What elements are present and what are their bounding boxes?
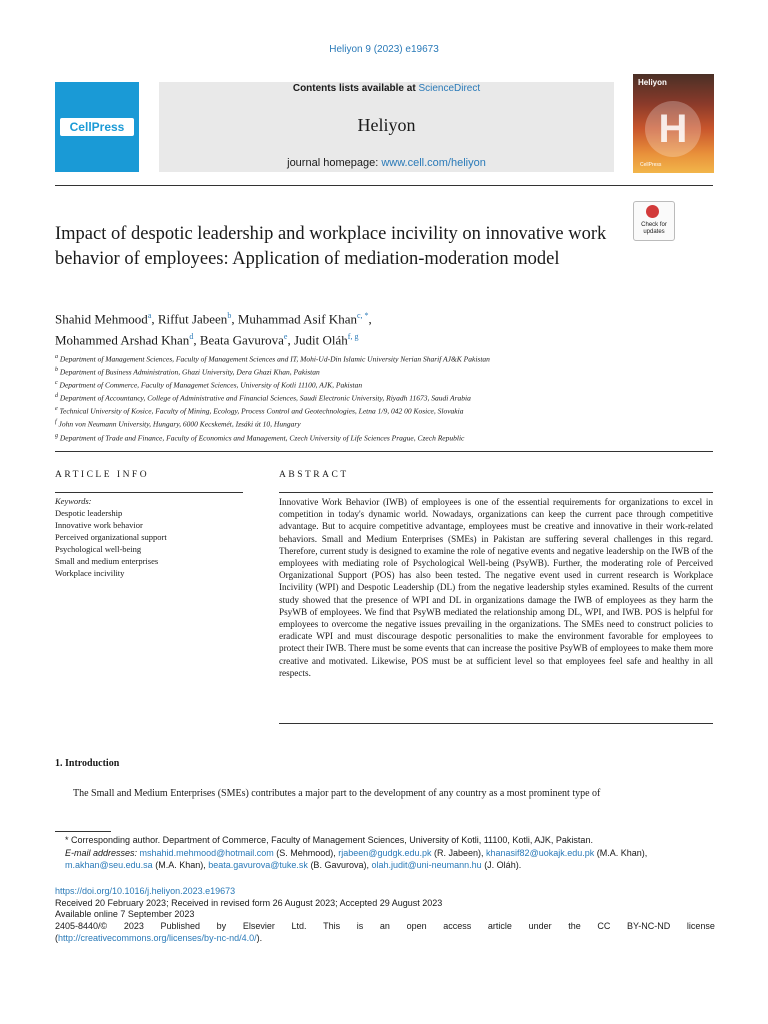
license-word: is: [356, 921, 364, 932]
author-name[interactable]: Judit Oláh: [293, 332, 348, 348]
author-name[interactable]: Shahid Mehmood: [55, 311, 148, 327]
cellpress-logo[interactable]: CellPress: [60, 118, 134, 136]
license-word: an: [379, 921, 390, 932]
keywords-label: Keywords:: [55, 496, 92, 506]
affiliation-text: Department of Trade and Finance, Faculty of Economics and Management, Czech University of Life Sciences Prague, Czech Republic: [59, 433, 465, 443]
affiliation-marker: b: [55, 367, 58, 374]
license-word: open: [406, 921, 427, 932]
corresponding-text: Corresponding author. Department of Commerce, Faculty of Management Sciences, University of Kotli, 11100, Kotli, AJK, Pakistan.: [71, 835, 593, 845]
license-word: 2023: [123, 921, 144, 932]
author-affiliation-marker[interactable]: a: [147, 311, 152, 320]
footnote-marker: *: [65, 835, 69, 845]
journal-name: Heliyon: [357, 115, 416, 135]
author-affiliation-marker[interactable]: c, *: [356, 311, 369, 320]
available-online: Available online 7 September 2023: [55, 909, 195, 920]
cover-title: Heliyon: [638, 78, 667, 87]
keyword-item: Workplace incivility: [55, 568, 125, 578]
affiliation-marker: g: [55, 432, 58, 439]
license-word: BY-NC-ND: [627, 921, 671, 932]
check-for-updates-label: [633, 222, 675, 236]
author-list: [55, 307, 615, 350]
affiliation-marker: e: [55, 406, 58, 413]
email-link[interactable]: khanasif82@uokajk.edu.pk: [486, 847, 595, 858]
keyword-list: [55, 507, 167, 579]
license-word: access: [443, 921, 472, 932]
license-word: This: [323, 921, 341, 932]
affiliation-marker: d: [55, 393, 58, 400]
license-word: license: [686, 921, 715, 932]
license-word: under: [528, 921, 552, 932]
license-url-line: [55, 933, 715, 945]
check-line-2: updates: [643, 229, 665, 235]
author-affiliation-marker[interactable]: b: [227, 311, 232, 320]
email-link[interactable]: beata.gavurova@tuke.sk: [208, 860, 308, 870]
author-separator: ,: [368, 311, 372, 327]
footnote-divider: [55, 831, 111, 832]
sciencedirect-link[interactable]: ScienceDirect: [418, 83, 481, 94]
homepage-line: [159, 157, 614, 169]
author-name[interactable]: Beata Gavurova: [199, 332, 284, 348]
email-link[interactable]: mshahid.mehmood@hotmail.com: [139, 847, 274, 858]
article-info-divider: [55, 492, 243, 493]
abstract-heading: ABSTRACT: [279, 470, 349, 480]
history-dates: Received 20 February 2023; Received in revised form 26 August 2023; Accepted 29 August 2023: [55, 897, 443, 908]
license-line: [55, 921, 715, 933]
doi-link[interactable]: https://doi.org/10.1016/j.heliyon.2023.e19673: [55, 886, 236, 896]
author-separator: ,: [193, 332, 200, 348]
author-name[interactable]: Mohammed Arshad Khan: [55, 332, 190, 348]
author-name[interactable]: Muhammad Asif Khan: [237, 311, 357, 327]
homepage-link[interactable]: www.cell.com/heliyon: [381, 157, 486, 169]
affiliation-divider: [55, 451, 713, 452]
article-title: Impact of despotic leadership and workplace incivility on innovative work behavior of employees: Application of mediation-moderation model: [55, 224, 607, 269]
article-meta: [55, 886, 715, 945]
author-affiliation-marker[interactable]: e: [283, 332, 288, 342]
abstract-end-divider: [279, 723, 713, 724]
check-line-1: Check for: [641, 222, 667, 228]
affiliation-text: Department of Accountancy, College of Administrative and Financial Sciences, Saudi Electronic University, Riyadh 11673, Saudi Arabia: [59, 393, 471, 403]
introduction-text: The Small and Medium Enterprises (SMEs) contributes a major part to the development of any country as a most prominent type of: [73, 788, 601, 799]
email-label: E-mail addresses:: [65, 847, 138, 858]
license-word: article: [487, 921, 512, 932]
email-owner: (M.A. Khan),: [152, 860, 209, 870]
affiliation-text: Department of Business Administration, Ghazi University, Dera Ghazi Khan, Pakistan: [59, 367, 320, 377]
affiliation-text: Technical University of Kosice, Faculty of Mining, Ecology, Process Control and Geotechnologies, Letna 1/9, 042 00 Kosice, Slovakia: [59, 406, 464, 416]
affiliation-item: [55, 352, 715, 365]
license-word: CC: [597, 921, 611, 932]
affiliation-item: [55, 391, 715, 404]
keyword-item: Small and medium enterprises: [55, 556, 159, 566]
email-owner: (S. Mehmood),: [273, 847, 339, 858]
keyword-item: Psychological well-being: [55, 544, 142, 554]
keyword-item: Perceived organizational support: [55, 532, 167, 542]
cover-letter: H: [658, 107, 688, 151]
affiliation-item: [55, 431, 715, 444]
affiliation-text: John von Neumann University, Hungary, 6000 Kecskemét, Izsáki út 10, Hungary: [58, 419, 301, 429]
author-separator: ,: [151, 311, 158, 327]
license-word: Ltd.: [291, 921, 307, 932]
email-owner: (B. Gavurova),: [307, 860, 372, 870]
footnote: [55, 834, 715, 872]
license-link[interactable]: http://creativecommons.org/licenses/by-nc-nd/4.0/: [58, 932, 257, 943]
email-addresses: [55, 847, 715, 872]
affiliation-list: [55, 352, 715, 444]
email-link[interactable]: rjabeen@gudgk.edu.pk: [338, 847, 432, 858]
license-word: 2405-8440/©: [55, 921, 108, 932]
license-word: Published: [160, 921, 201, 932]
contents-prefix: Contents lists available at: [292, 83, 416, 94]
contents-line: [159, 83, 614, 94]
license-word: Elsevier: [242, 921, 275, 932]
keyword-item: Despotic leadership: [55, 508, 123, 518]
cover-publisher: CellPress: [640, 162, 662, 168]
abstract-divider: [279, 492, 713, 493]
section-heading-introduction: 1. Introduction: [55, 758, 120, 769]
affiliation-item: [55, 365, 715, 378]
license-close-paren: ).: [256, 932, 263, 943]
affiliation-marker: f: [55, 419, 57, 426]
affiliation-item: [55, 417, 715, 430]
abstract-text: Innovative Work Behavior (IWB) of employees is one of the essential requirements for organizations to excel in competition in today's dynamic world. Nowadays, organizations can keep the current pace through competitive advantage. But to acquire competitive advantage, employees must be creative and innovative in their work-related behaviors. Small and Medium Enterprises (SMEs) in Pakistan are suffering several challenges in this regard. Therefore, current study is designed to examine the role of negative events and negative leadership on the IWB of the employees with mediating role of Psychological Well-being (PsyWB). Further, the moderating role of Perceived Organizational Support (POS) has also been tested. The negative event used in current research is Workplace Incivility (WPI) and Despotic Leadership (DL) from the negative leadership styles examined. Results of the current study showed that the presence of WPI and DL in organizations damage the IWB of employees as they harm the PsyWB of employees. We find that PsyWB mediated the relationship among DL, WPI, and IWB. POS is helpful for employees to overcome the negative issues prevailing in the organizations. The SMEs need to construct policies to eradicate WPI and must discourage despotic personalities to make the environment favorable for employees to protect their IWB. There must be some events that can increase the positive PsyWB of employees to make them more creative and motivated. Likewise, POS must be at sufficient level so that employees feel safe and healthy in all respects.: [279, 497, 713, 678]
corresponding-author-note: [55, 834, 715, 847]
author-name[interactable]: Riffut Jabeen: [157, 311, 228, 327]
author-affiliation-marker[interactable]: f, g: [347, 332, 359, 342]
header-divider: [55, 185, 713, 186]
bookmark-icon: [646, 205, 659, 218]
email-owner: (J. Oláh).: [481, 860, 522, 870]
affiliation-marker: a: [55, 354, 58, 360]
affiliation-text: Department of Commerce, Faculty of Managemet Sciences, University of Kotli 11100, AJK, Pakistan: [59, 380, 363, 390]
affiliation-item: [55, 378, 715, 391]
author-separator: ,: [231, 311, 238, 327]
affiliation-item: [55, 404, 715, 417]
author-separator: ,: [287, 332, 294, 348]
keyword-item: Innovative work behavior: [55, 520, 143, 530]
email-link[interactable]: m.akhan@seu.edu.sa: [65, 860, 153, 870]
affiliation-marker: c: [55, 380, 58, 387]
author-affiliation-marker[interactable]: d: [189, 332, 194, 342]
email-link[interactable]: olah.judit@uni-neumann.hu: [371, 860, 482, 870]
license-word: the: [568, 921, 581, 932]
license-open-paren: (: [55, 932, 58, 943]
journal-reference[interactable]: Heliyon 9 (2023) e19673: [329, 44, 439, 55]
affiliation-text: Department of Management Sciences, Faculty of Management Sciences and IT, Mohi-Ud-Din Islamic University Nerian Sharif AJ&K Pakistan: [59, 354, 490, 364]
email-owner: (R. Jabeen),: [431, 847, 487, 858]
license-word: by: [216, 921, 227, 932]
email-owner: (M.A. Khan),: [594, 847, 648, 858]
homepage-prefix: journal homepage:: [287, 157, 379, 169]
article-info-heading: ARTICLE INFO: [55, 470, 150, 480]
